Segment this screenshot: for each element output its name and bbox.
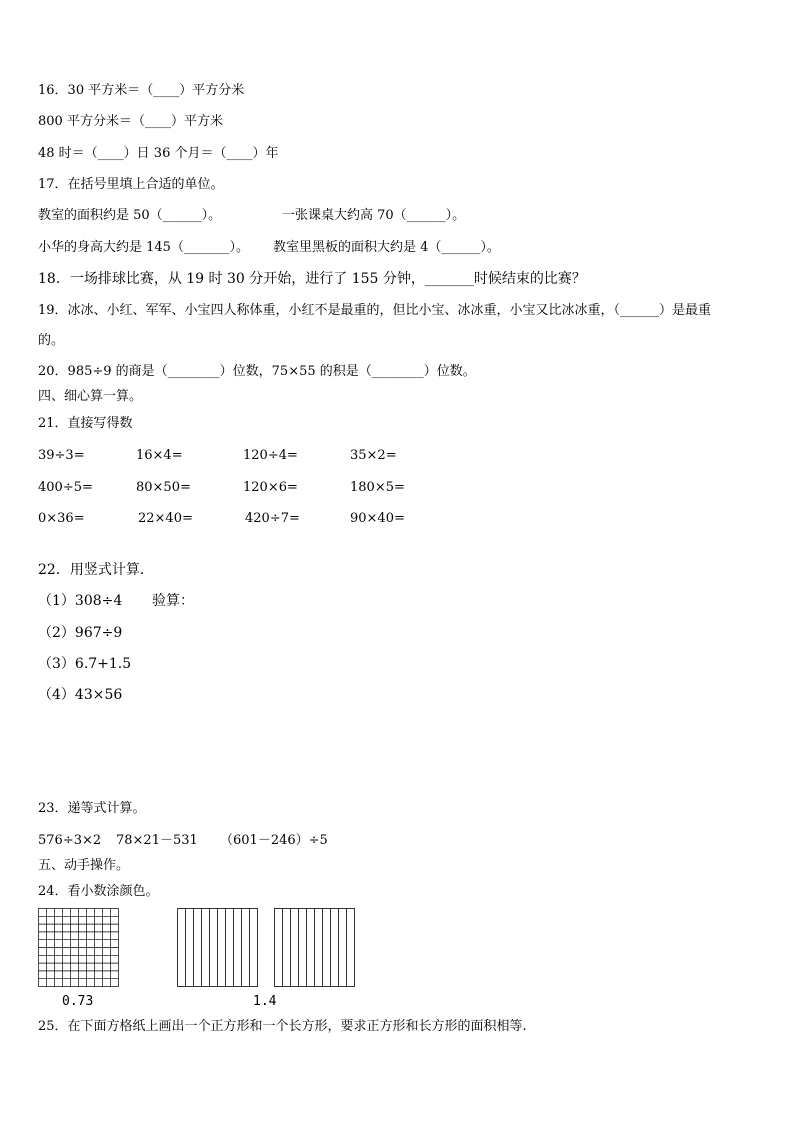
q24-title: 24．看小数涂颜色。 <box>38 884 159 899</box>
q21-r3-c2: 22×40= <box>138 511 193 526</box>
tenths-strip-1 <box>177 908 259 988</box>
q17-item-d: 教室里黑板的面积大约是 4（______）。 <box>273 240 500 255</box>
q22-item-1: （1）308÷4 <box>38 593 123 609</box>
q21-r1-c4: 35×2= <box>350 448 397 463</box>
q21-r1-c2: 16×4= <box>136 448 183 463</box>
hundred-grid <box>38 908 120 988</box>
q21-r2-c1: 400÷5= <box>38 480 93 495</box>
q22-item-4: （4）43×56 <box>38 687 123 703</box>
q19-line1: 19．冰冰、小红、军军、小宝四人称体重，小红不是最重的，但比小宝、冰冰重，小宝又比冰冰重，（______）是最重 <box>38 303 712 318</box>
q20-text: 20．985÷9 的商是（________）位数，75×55 的积是（________）位数。 <box>38 364 476 379</box>
tenths-strip-2 <box>274 908 356 988</box>
q23-item-2: 78×21－531 <box>116 833 198 848</box>
q23-item-3: （601－246）÷5 <box>220 833 328 848</box>
q17-item-b: 一张课桌大约高 70（______）。 <box>282 208 466 223</box>
q22-item-3: （3）6.7+1.5 <box>38 656 132 672</box>
q25-text: 25．在下面方格纸上画出一个正方形和一个长方形，要求正方形和长方形的面积相等. <box>38 1019 527 1034</box>
q21-r3-c3: 420÷7= <box>245 511 300 526</box>
q21-r3-c1: 0×36= <box>38 511 85 526</box>
section4-heading: 四、细心算一算。 <box>38 389 143 404</box>
q22-check-label: 验算： <box>152 593 194 609</box>
q21-r3-c4: 90×40= <box>350 511 405 526</box>
q16-line1: 16．30 平方米＝（____）平方分米 <box>38 83 245 98</box>
q21-r1-c3: 120÷4= <box>243 448 298 463</box>
q18-text: 18．一场排球比赛，从 19 时 30 分开始，进行了 155 分钟，_______时候结束的比赛？ <box>38 271 586 287</box>
q16-line2: 800 平方分米＝（____）平方米 <box>38 114 223 129</box>
section5-heading: 五、动手操作。 <box>38 858 130 873</box>
q17-title: 17．在括号里填上合适的单位。 <box>38 177 224 192</box>
q21-r2-c4: 180×5= <box>350 480 405 495</box>
q21-title: 21．直接写得数 <box>38 416 133 431</box>
q24-label-073: 0.73 <box>62 994 94 1009</box>
q19-line2: 的。 <box>38 333 65 348</box>
q21-r2-c2: 80×50= <box>136 480 191 495</box>
q16-line3: 48 时＝（____）日 36 个月＝（____）年 <box>38 146 279 161</box>
q23-title: 23．递等式计算。 <box>38 801 146 816</box>
q21-r1-c1: 39÷3= <box>38 448 85 463</box>
q21-r2-c3: 120×6= <box>243 480 298 495</box>
q22-item-2: （2）967÷9 <box>38 625 123 641</box>
q23-item-1: 576÷3×2 <box>38 833 102 848</box>
q22-title: 22．用竖式计算. <box>38 562 145 578</box>
q24-label-14: 1.4 <box>253 994 277 1009</box>
q17-item-a: 教室的面积约是 50（______）。 <box>38 208 222 223</box>
q17-item-c: 小华的身高大约是 145（_______）。 <box>38 240 249 255</box>
